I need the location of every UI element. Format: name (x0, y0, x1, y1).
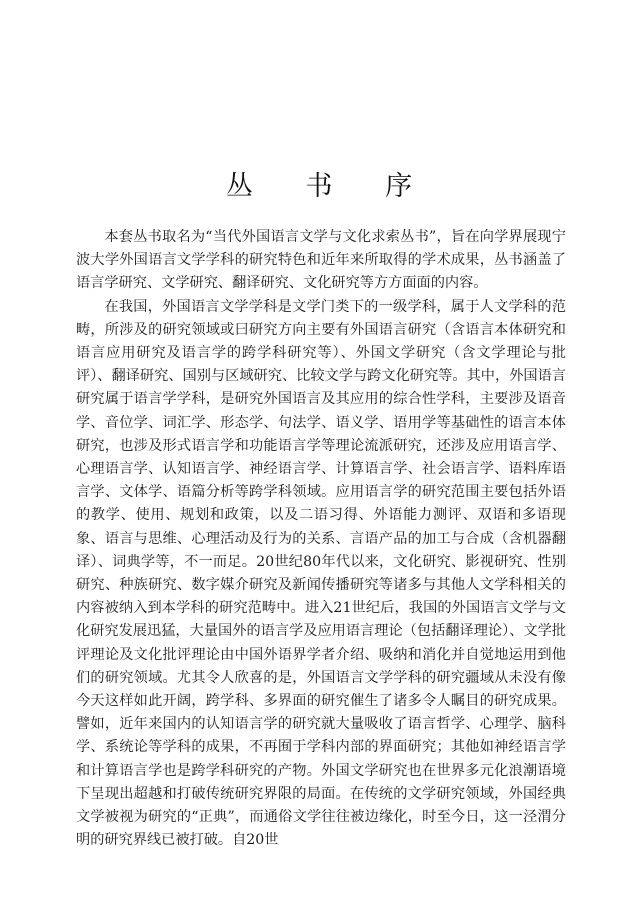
body-text (76, 226, 566, 852)
paragraph-2: 在我国，外国语言文学学科是文学门类下的一级学科，属于人文学科的范畴，所涉及的研究领域或曰研究方向主要有外国语言研究（含语言本体研究和语言应用研究及语言学的跨学科研究等）、外国文学研究（含文学理论与批评）、翻译研究、国别与区域研究、比较文学与跨文化研究等。其中，外国语言研究属于语言学学科，是研究外国语言及其应用的综合性学科，主要涉及语音学、音位学、词汇学、形态学、句法学、语义学、语用学等基础性的语言本体研究，也涉及形式语言学和功能语言学等理论流派研究，还涉及应用语言学、心理语言学、认知语言学、神经语言学、计算语言学、社会语言学、语料库语言学、文体学、语篇分析等跨学科领域。应用语言学的研究范围主要包括外语的教学、使用、规划和政策，以及二语习得、外语能力测评、双语和多语现象、语言与思维、心理活动及行为的关系、言语产品的加工与合成（含机器翻译）、词典学等，不一而足。20世纪80年代以来，文化研究、影视研究、性别研究、种族研究、数字媒介研究及新闻传播研究等诸多与其他人文学科相关的内容被纳入到本学科的研究范畴中。进入21世纪后，我国的外国语言文学与文化研究发展迅猛，大量国外的语言学及应用语言理论（包括翻译理论）、文学批评理论及文化批评理论由中国外语界学者介绍、吸纳和消化并自觉地运用到他们的研究领域。尤其令人欣喜的是，外国语言文学学科的研究疆域从未没有像今天这样如此开阔，跨学科、多界面的研究催生了诸多令人瞩目的研究成果。譬如，近年来国内的认知语言学的研究就大量吸收了语言哲学、心理学、脑科学、系统论等学科的成果，不再囿于学科内部的界面研究；其他如神经语言学和计算语言学也是跨学科研究的产物。外国文学研究也在世界多元化浪潮语境下呈现出超越和打破传统研究界限的局面。在传统的文学研究领域，外国经典文学被视为研究的“正典”，而通俗文学往往被边缘化，时至今日，这一泾渭分明的研究界线已被打破。自20世 (76, 298, 566, 849)
page-title: 丛 书 序 (225, 171, 435, 202)
paragraph-1: 本套丛书取名为“当代外国语言文学与文化求索丛书”，旨在向学界展现宁波大学外国语言文学学科的研究特色和近年来所取得的学术成果，丛书涵盖了语言学研究、文学研究、翻译研究、文化研究等方方面面的内容。 (76, 229, 566, 292)
